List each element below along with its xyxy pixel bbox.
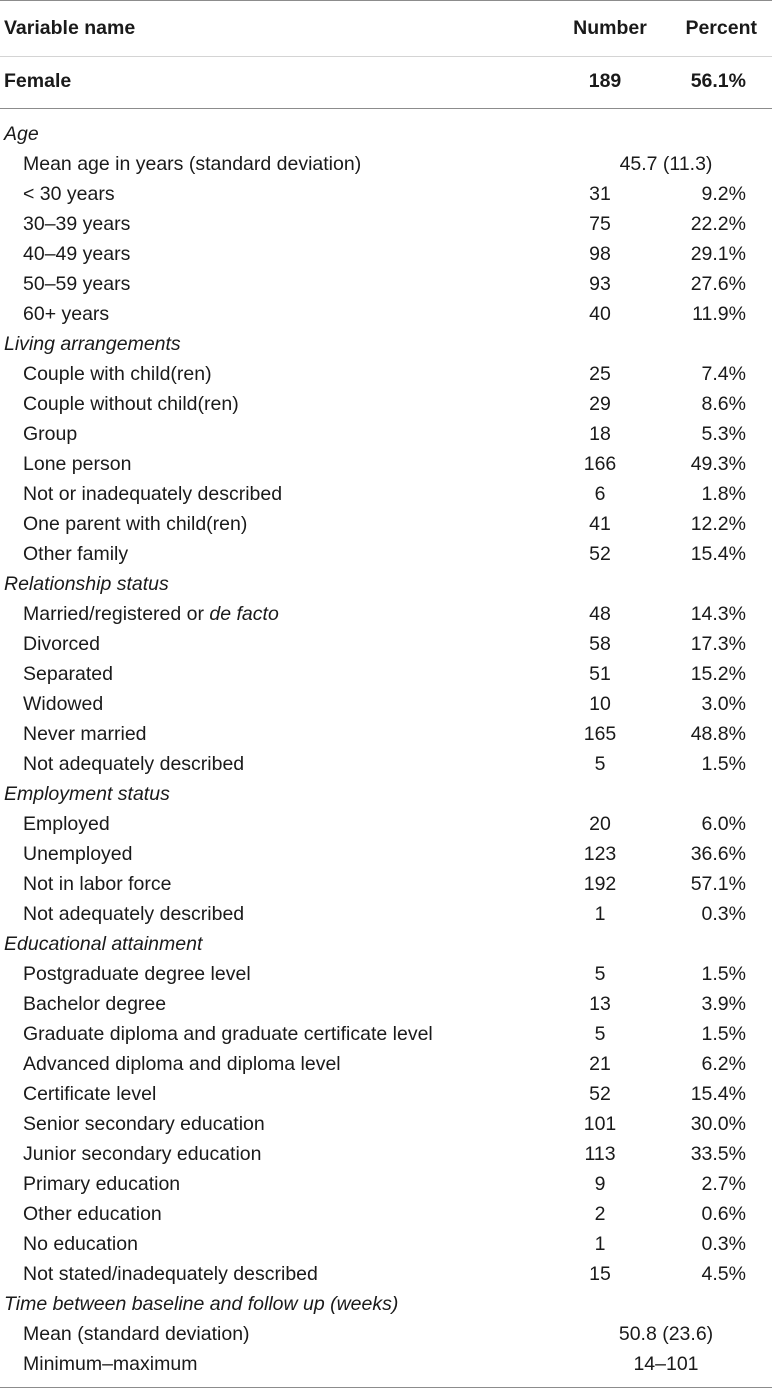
row-label bbox=[23, 389, 239, 419]
table-row bbox=[0, 599, 772, 629]
female-number: 189 bbox=[588, 70, 622, 92]
row-percent: 7.4% bbox=[701, 363, 746, 385]
section-header bbox=[0, 1289, 772, 1319]
row-label bbox=[23, 179, 115, 209]
female-row bbox=[0, 66, 772, 96]
row-label-text: 30–39 years bbox=[23, 213, 131, 235]
row-percent: 17.3% bbox=[690, 633, 746, 655]
row-percent: 3.0% bbox=[701, 693, 746, 715]
header-row bbox=[0, 13, 772, 43]
table-row bbox=[0, 1199, 772, 1229]
row-percent: 3.9% bbox=[701, 993, 746, 1015]
table-row bbox=[0, 419, 772, 449]
row-percent: 1.5% bbox=[701, 1023, 746, 1045]
section-header bbox=[0, 779, 772, 809]
row-percent: 1.5% bbox=[701, 753, 746, 775]
row-number: 2 bbox=[594, 1203, 606, 1225]
row-label-text: No education bbox=[23, 1233, 138, 1255]
row-label-text: Couple with child(ren) bbox=[23, 363, 212, 385]
row-label-text: Group bbox=[23, 423, 78, 445]
section-title: Relationship status bbox=[4, 573, 169, 595]
table-row bbox=[0, 1079, 772, 1109]
header-rule bbox=[0, 56, 772, 57]
table-row bbox=[0, 899, 772, 929]
row-label-text: Not or inadequately described bbox=[23, 483, 283, 505]
row-percent: 0.6% bbox=[701, 1203, 746, 1225]
row-percent: 14.3% bbox=[690, 603, 746, 625]
row-summary-value: 50.8 (23.6) bbox=[618, 1323, 714, 1345]
table-row bbox=[0, 179, 772, 209]
header-variable: Variable name bbox=[4, 17, 136, 39]
row-percent: 0.3% bbox=[701, 903, 746, 925]
top-rule bbox=[0, 0, 772, 1]
table-row bbox=[0, 1229, 772, 1259]
row-label bbox=[23, 299, 109, 329]
section-header bbox=[0, 929, 772, 959]
row-summary-value: 14–101 bbox=[633, 1353, 699, 1375]
row-label bbox=[23, 1109, 265, 1139]
section-header bbox=[0, 569, 772, 599]
row-number: 1 bbox=[594, 903, 606, 925]
row-number: 192 bbox=[583, 873, 617, 895]
row-label bbox=[23, 1229, 138, 1259]
row-percent: 36.6% bbox=[690, 843, 746, 865]
row-label bbox=[23, 749, 244, 779]
row-label-text: Bachelor degree bbox=[23, 993, 167, 1015]
table-row bbox=[0, 209, 772, 239]
table-row bbox=[0, 719, 772, 749]
row-number: 25 bbox=[589, 363, 611, 385]
row-label bbox=[23, 1259, 318, 1289]
row-label-text: Couple without child(ren) bbox=[23, 393, 239, 415]
row-percent: 22.2% bbox=[690, 213, 746, 235]
row-label bbox=[23, 1139, 262, 1169]
row-label bbox=[23, 359, 212, 389]
row-label-text: Mean (standard deviation) bbox=[23, 1323, 250, 1345]
row-label bbox=[23, 809, 110, 839]
row-number: 21 bbox=[589, 1053, 611, 1075]
table-row bbox=[0, 629, 772, 659]
table-row bbox=[0, 149, 772, 179]
female-label: Female bbox=[4, 70, 72, 92]
row-number: 6 bbox=[594, 483, 606, 505]
row-label bbox=[23, 839, 132, 869]
row-label-text: Never married bbox=[23, 723, 147, 745]
row-number: 5 bbox=[594, 753, 606, 775]
section-title: Employment status bbox=[4, 783, 170, 805]
row-label-text: Lone person bbox=[23, 453, 132, 475]
row-label bbox=[23, 1169, 180, 1199]
row-number: 5 bbox=[594, 963, 606, 985]
row-number: 51 bbox=[589, 663, 611, 685]
row-percent: 15.4% bbox=[690, 1083, 746, 1105]
row-label bbox=[23, 989, 166, 1019]
row-percent: 2.7% bbox=[701, 1173, 746, 1195]
row-number: 48 bbox=[589, 603, 611, 625]
table-row bbox=[0, 509, 772, 539]
row-label bbox=[23, 1199, 162, 1229]
row-label bbox=[23, 479, 282, 509]
row-number: 20 bbox=[589, 813, 611, 835]
row-number: 29 bbox=[589, 393, 611, 415]
row-percent: 57.1% bbox=[690, 873, 746, 895]
row-number: 166 bbox=[583, 453, 617, 475]
row-number: 123 bbox=[583, 843, 617, 865]
table-row bbox=[0, 659, 772, 689]
row-number: 98 bbox=[589, 243, 611, 265]
row-label-text: 60+ years bbox=[23, 303, 110, 325]
row-label-text: Unemployed bbox=[23, 843, 133, 865]
row-label bbox=[23, 539, 128, 569]
table-row bbox=[0, 449, 772, 479]
header-number: Number bbox=[573, 17, 647, 39]
row-label-text: One parent with child(ren) bbox=[23, 513, 248, 535]
row-number: 10 bbox=[589, 693, 611, 715]
row-label bbox=[23, 1079, 156, 1109]
table-row bbox=[0, 809, 772, 839]
table-row bbox=[0, 689, 772, 719]
row-number: 52 bbox=[589, 1083, 611, 1105]
section-title: Living arrangements bbox=[4, 333, 181, 355]
row-number: 41 bbox=[589, 513, 611, 535]
table-row bbox=[0, 299, 772, 329]
table-row bbox=[0, 1109, 772, 1139]
bottom-rule bbox=[0, 1387, 772, 1388]
row-percent: 29.1% bbox=[690, 243, 746, 265]
row-number: 13 bbox=[589, 993, 611, 1015]
row-percent: 5.3% bbox=[701, 423, 746, 445]
row-number: 40 bbox=[589, 303, 611, 325]
row-label-text: Other family bbox=[23, 543, 129, 565]
row-label bbox=[23, 149, 361, 179]
female-percent: 56.1% bbox=[690, 70, 746, 92]
row-label-text: Separated bbox=[23, 663, 113, 685]
row-percent: 27.6% bbox=[690, 273, 746, 295]
section-title: Time between baseline and follow up (weeks) bbox=[4, 1293, 399, 1315]
row-label-text: Junior secondary education bbox=[23, 1143, 262, 1165]
row-number: 1 bbox=[594, 1233, 606, 1255]
table-row bbox=[0, 269, 772, 299]
table-row bbox=[0, 989, 772, 1019]
row-number: 93 bbox=[589, 273, 611, 295]
table-row bbox=[0, 1259, 772, 1289]
table-row bbox=[0, 1319, 772, 1349]
table-row bbox=[0, 1169, 772, 1199]
row-label bbox=[23, 959, 251, 989]
row-number: 52 bbox=[589, 543, 611, 565]
row-label bbox=[23, 1319, 250, 1349]
table-row bbox=[0, 1349, 772, 1379]
row-percent: 11.9% bbox=[692, 303, 746, 325]
row-label bbox=[23, 869, 172, 899]
table-row bbox=[0, 359, 772, 389]
table-row bbox=[0, 1139, 772, 1169]
row-number: 9 bbox=[594, 1173, 606, 1195]
section-title: Age bbox=[4, 123, 39, 145]
row-percent: 12.2% bbox=[690, 513, 746, 535]
table-row bbox=[0, 749, 772, 779]
row-number: 165 bbox=[583, 723, 617, 745]
row-percent: 8.6% bbox=[701, 393, 746, 415]
row-percent: 4.5% bbox=[701, 1263, 746, 1285]
table-row bbox=[0, 239, 772, 269]
row-percent: 1.8% bbox=[701, 483, 746, 505]
row-label-text: Senior secondary education bbox=[23, 1113, 265, 1135]
row-label bbox=[23, 689, 103, 719]
row-label bbox=[23, 1019, 433, 1049]
row-label bbox=[23, 599, 279, 629]
row-label-text: Graduate diploma and graduate certificate level bbox=[23, 1023, 433, 1045]
row-label bbox=[23, 1049, 341, 1079]
row-label-text: Postgraduate degree level bbox=[23, 963, 251, 985]
row-label-text: < 30 years bbox=[23, 183, 115, 205]
row-label bbox=[23, 659, 113, 689]
row-percent: 15.4% bbox=[690, 543, 746, 565]
header-percent: Percent bbox=[685, 17, 757, 39]
row-number: 58 bbox=[589, 633, 611, 655]
row-percent: 15.2% bbox=[690, 663, 746, 685]
row-label bbox=[23, 1349, 197, 1379]
row-label-italic: de facto bbox=[209, 603, 279, 625]
row-label-text: Other education bbox=[23, 1203, 162, 1225]
table-row bbox=[0, 389, 772, 419]
row-label bbox=[23, 509, 247, 539]
table-row bbox=[0, 1049, 772, 1079]
row-label bbox=[23, 449, 131, 479]
row-label-text: 40–49 years bbox=[23, 243, 131, 265]
row-percent: 0.3% bbox=[701, 1233, 746, 1255]
row-label-text: Not adequately described bbox=[23, 753, 245, 775]
row-label bbox=[23, 899, 244, 929]
row-percent: 49.3% bbox=[690, 453, 746, 475]
row-percent: 48.8% bbox=[690, 723, 746, 745]
table-row bbox=[0, 479, 772, 509]
row-percent: 6.2% bbox=[701, 1053, 746, 1075]
row-number: 75 bbox=[589, 213, 611, 235]
row-label-text: Minimum–maximum bbox=[23, 1353, 198, 1375]
table-row bbox=[0, 1019, 772, 1049]
row-summary-value: 45.7 (11.3) bbox=[619, 153, 713, 175]
table-row bbox=[0, 959, 772, 989]
row-label-text: Widowed bbox=[23, 693, 104, 715]
row-label bbox=[23, 209, 130, 239]
row-number: 15 bbox=[589, 1263, 611, 1285]
row-label-text: Advanced diploma and diploma level bbox=[23, 1053, 341, 1075]
row-percent: 6.0% bbox=[701, 813, 746, 835]
section-header bbox=[0, 329, 772, 359]
row-label-text: Employed bbox=[23, 813, 110, 835]
row-number: 5 bbox=[594, 1023, 606, 1045]
table-row bbox=[0, 539, 772, 569]
row-label bbox=[23, 269, 130, 299]
row-percent: 33.5% bbox=[690, 1143, 746, 1165]
row-label-text: Mean age in years (standard deviation) bbox=[23, 153, 362, 175]
row-percent: 9.2% bbox=[701, 183, 746, 205]
row-percent: 1.5% bbox=[701, 963, 746, 985]
row-label bbox=[23, 239, 130, 269]
row-label-text: Married/registered or bbox=[23, 603, 210, 625]
table-row bbox=[0, 869, 772, 899]
row-label bbox=[23, 629, 100, 659]
row-label-text: Divorced bbox=[23, 633, 100, 655]
row-label-text: Not in labor force bbox=[23, 873, 172, 895]
row-number: 31 bbox=[589, 183, 611, 205]
row-label bbox=[23, 419, 77, 449]
row-label-text: 50–59 years bbox=[23, 273, 131, 295]
row-percent: 30.0% bbox=[690, 1113, 746, 1135]
row-label-text: Certificate level bbox=[23, 1083, 157, 1105]
body-rule bbox=[0, 108, 772, 109]
row-label bbox=[23, 719, 147, 749]
row-number: 101 bbox=[583, 1113, 617, 1135]
table-row bbox=[0, 839, 772, 869]
row-label-text: Primary education bbox=[23, 1173, 181, 1195]
row-number: 18 bbox=[589, 423, 611, 445]
section-header bbox=[0, 119, 772, 149]
section-title: Educational attainment bbox=[4, 933, 203, 955]
row-label-text: Not stated/inadequately described bbox=[23, 1263, 318, 1285]
row-number: 113 bbox=[584, 1143, 616, 1165]
row-label-text: Not adequately described bbox=[23, 903, 245, 925]
